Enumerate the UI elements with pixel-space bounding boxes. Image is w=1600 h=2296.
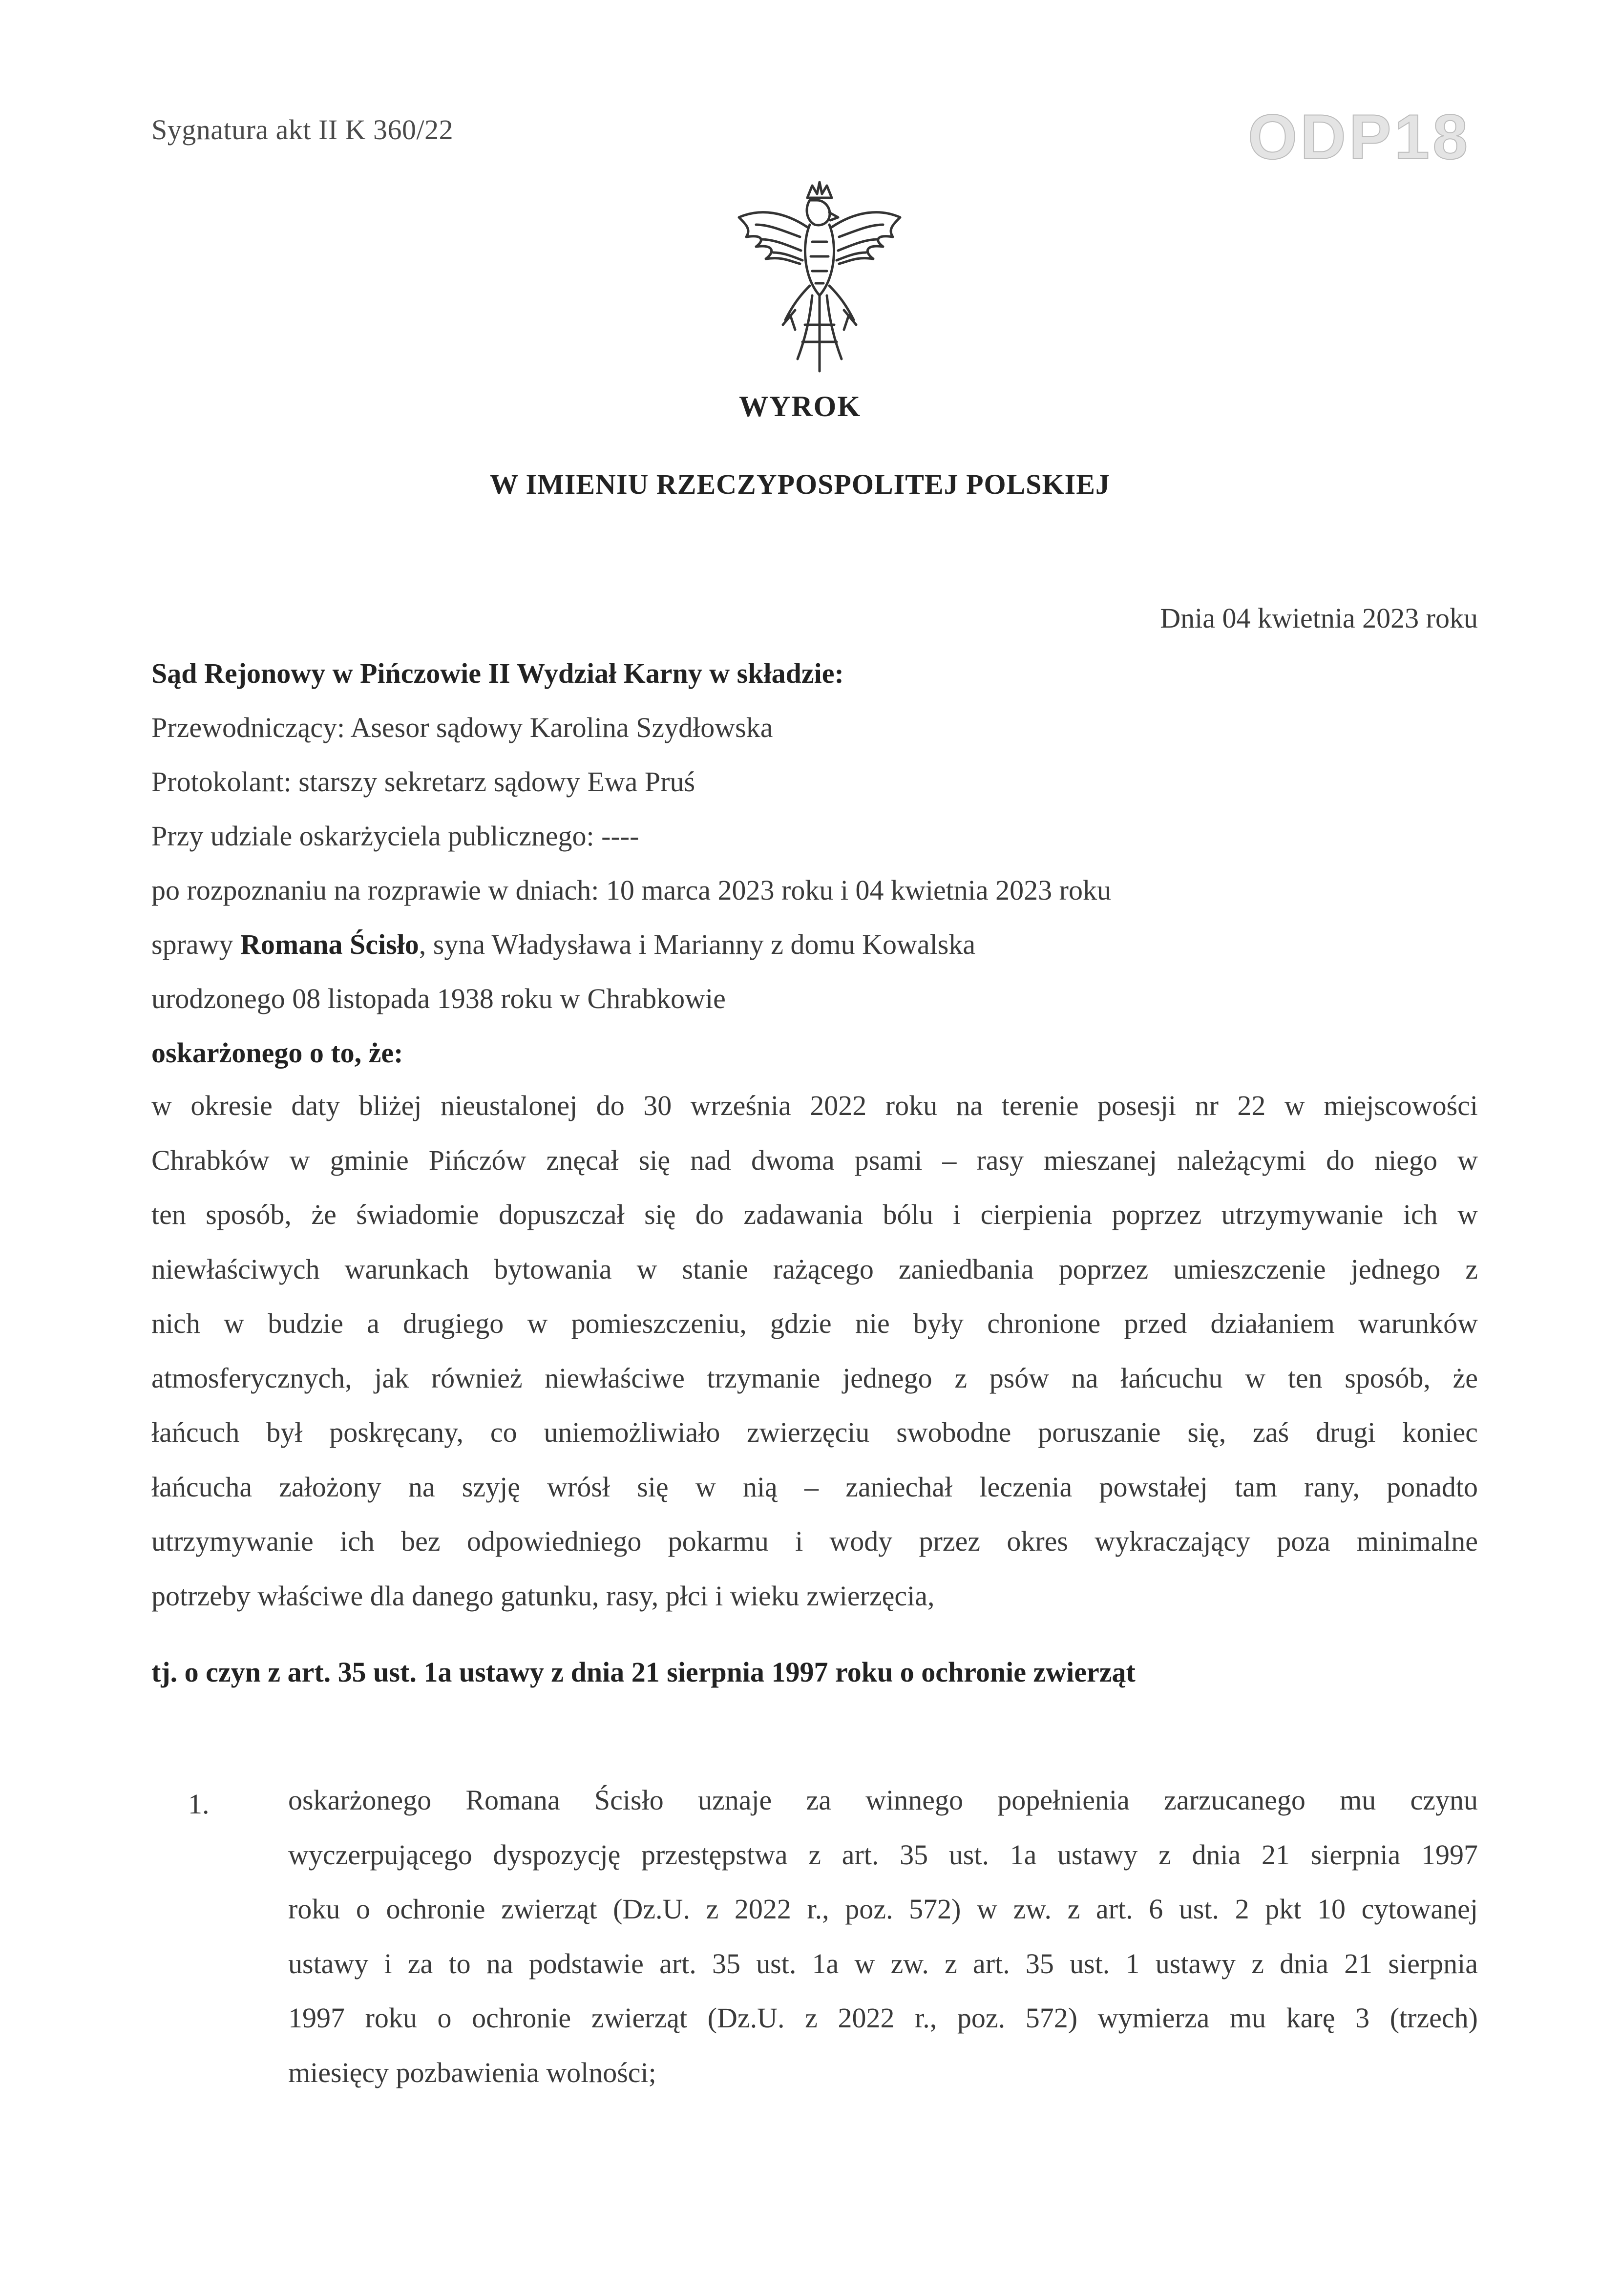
court-chair: Przewodniczący: Asesor sądowy Karolina Szydłowska xyxy=(151,712,773,743)
verdict-line: 1997 roku o ochronie zwierząt (Dz.U. z 2022 r., poz. 572) wymierza mu karę 3 (trzech) xyxy=(288,2002,1478,2034)
polish-eagle-emblem-icon xyxy=(727,178,912,383)
defendant-name: Romana Ścisło xyxy=(240,928,419,960)
charge-line: łańcucha założony na szyję wrósł się w nią – zaniechał leczenia powstałej tam rany, ponadto xyxy=(151,1471,1478,1503)
charge-paragraph xyxy=(151,1078,1478,1623)
case-prefix: sprawy xyxy=(151,928,241,960)
verdict-line: oskarżonego Romana Ścisło uznaje za winnego popełnienia zarzucanego mu czynu xyxy=(288,1784,1478,1816)
defendant-birth: urodzonego 08 listopada 1938 roku w Chrabkowie xyxy=(151,983,726,1014)
charge-line: Chrabków w gminie Pińczów znęcał się nad dwoma psami – rasy mieszanej należącymi do niego w xyxy=(151,1144,1478,1176)
office-stamp: ODP18 xyxy=(1248,101,1471,172)
charge-line: atmosferycznych, jak również niewłaściwe trzymanie jednego z psów na łańcuchu w ten sposób, że xyxy=(151,1362,1478,1394)
accused-header: oskarżonego o to, że: xyxy=(151,1037,403,1069)
legal-basis: tj. o czyn z art. 35 ust. 1a ustawy z dnia 21 sierpnia 1997 roku o ochronie zwierząt xyxy=(151,1656,1136,1688)
verdict-line: miesięcy pozbawienia wolności; xyxy=(288,2056,656,2088)
case-signature: Sygnatura akt II K 360/22 xyxy=(151,114,454,146)
case-suffix: , syna Władysława i Marianny z domu Kowalska xyxy=(419,928,976,960)
court-prosecutor: Przy udziale oskarżyciela publicznego: ---- xyxy=(151,820,639,852)
document-title: WYROK xyxy=(739,390,861,422)
verdict-item-text xyxy=(288,1773,1478,2100)
verdict-item-number: 1. xyxy=(188,1788,210,1820)
court-clerk: Protokolant: starszy sekretarz sądowy Ewa Pruś xyxy=(151,766,695,798)
charge-line: w okresie daty bliżej nieustalonej do 30 września 2022 roku na terenie posesji nr 22 w miejscowości xyxy=(151,1090,1478,1121)
charge-line: łańcuch był poskręcany, co uniemożliwiało zwierzęciu swobodne poruszanie się, zaś drugi koniec xyxy=(151,1416,1478,1448)
verdict-date: Dnia 04 kwietnia 2023 roku xyxy=(1160,602,1478,634)
verdict-line: ustawy i za to na podstawie art. 35 ust. 1a w zw. z art. 35 ust. 1 ustawy z dnia 21 sierpnia xyxy=(288,1947,1478,1980)
case-defendant xyxy=(151,928,975,961)
hearing-dates: po rozpoznaniu na rozprawie w dniach: 10 marca 2023 roku i 04 kwietnia 2023 roku xyxy=(151,874,1111,906)
court-name: Sąd Rejonowy w Pińczowie II Wydział Karny w składzie: xyxy=(151,657,844,689)
charge-line: nich w budzie a drugiego w pomieszczeniu, gdzie nie były chronione przed działaniem warunków xyxy=(151,1307,1478,1339)
charge-line: ten sposób, że świadomie dopuszczał się do zadawania bólu i cierpienia poprzez utrzymywanie ich w xyxy=(151,1199,1478,1230)
charge-line: niewłaściwych warunkach bytowania w stanie rażącego zaniedbania poprzez umieszczenie jednego z xyxy=(151,1253,1478,1285)
verdict-line: roku o ochronie zwierząt (Dz.U. z 2022 r., poz. 572) w zw. z art. 6 ust. 2 pkt 10 cytowanej xyxy=(288,1893,1478,1925)
charge-line: potrzeby właściwe dla danego gatunku, rasy, płci i wieku zwierzęcia, xyxy=(151,1580,935,1612)
verdict-line: wyczerpującego dyspozycję przestępstwa z art. 35 ust. 1a ustawy z dnia 21 sierpnia 1997 xyxy=(288,1838,1478,1871)
document-subtitle: W IMIENIU RZECZYPOSPOLITEJ POLSKIEJ xyxy=(490,468,1110,500)
charge-line: utrzymywanie ich bez odpowiedniego pokarmu i wody przez okres wykraczający poza minimalne xyxy=(151,1525,1478,1557)
